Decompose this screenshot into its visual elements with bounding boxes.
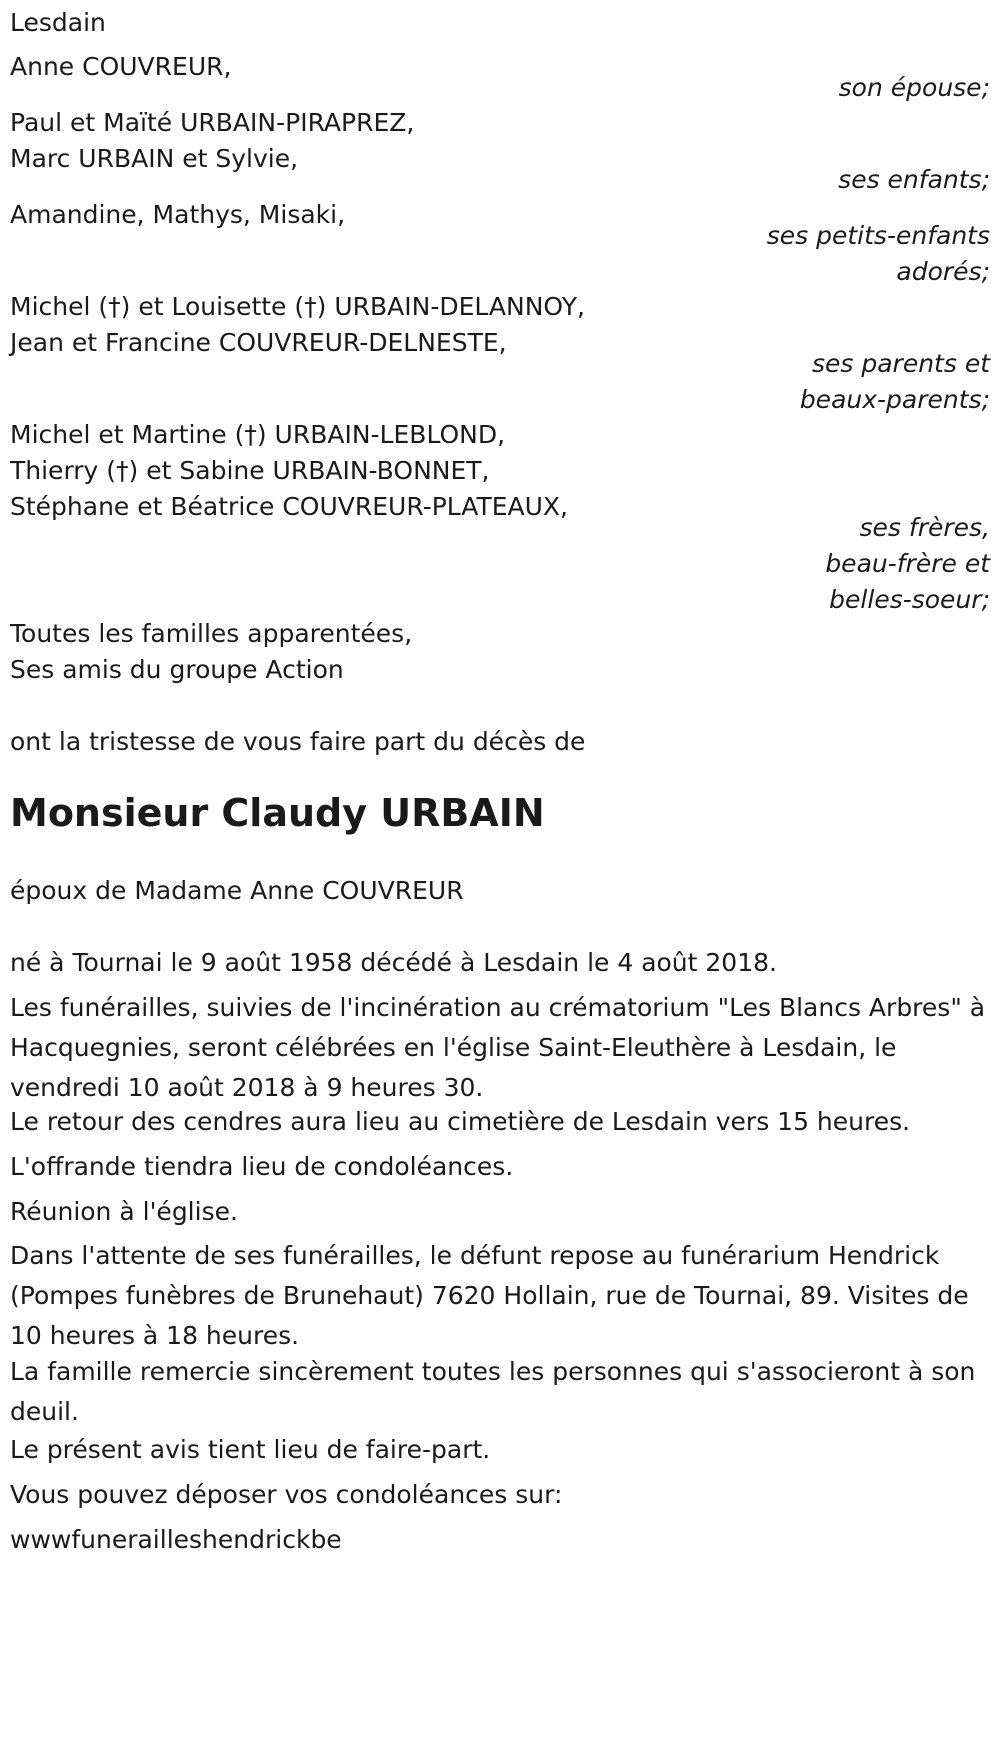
notice-text: Le présent avis tient lieu de faire-part. [10, 1435, 491, 1464]
offering-text: L'offrande tiendra lieu de condoléances. [10, 1152, 514, 1181]
deceased-name: Monsieur Claudy URBAIN [10, 791, 545, 835]
family-role: ses frères, [859, 513, 990, 542]
condolences-website[interactable]: wwwfunerailleshendrickbe [10, 1525, 342, 1554]
family-role: beau-frère et [825, 549, 990, 578]
family-name-line: Jean et Francine COUVREUR-DELNESTE, [10, 328, 507, 357]
birth-death-text: né à Tournai le 9 août 1958 décédé à Lesdain le 4 août 2018. [10, 948, 777, 977]
family-role: ses petits-enfants [766, 221, 990, 250]
family-name-line: Amandine, Mathys, Misaki, [10, 200, 346, 229]
family-name-line: Marc URBAIN et Sylvie, [10, 144, 299, 173]
condolences-text: Vous pouvez déposer vos condoléances sur: [10, 1480, 563, 1509]
funerarium-text: Dans l'attente de ses funérailles, le défunt repose au funérarium Hendrick (Pompes funèbres de Brunehaut) 7620 Hollain, rue de Tournai, 89. Visites de 10 heures à 18 heures. [10, 1241, 969, 1350]
family-role: beaux-parents; [799, 385, 990, 414]
family-role: son épouse; [838, 73, 990, 102]
spouse-line: époux de Madame Anne COUVREUR [10, 876, 464, 905]
family-name-line: Paul et Maïté URBAIN-PIRAPREZ, [10, 108, 415, 137]
ashes-return-text: Le retour des cendres aura lieu au cimetière de Lesdain vers 15 heures. [10, 1107, 911, 1136]
funeral-details: Les funérailles, suivies de l'incinération au crématorium "Les Blancs Arbres" à Hacquegnies, seront célébrées en l'église Saint-Eleuthère à Lesdain, le vendredi 10 août 2018 à 9 heures 30. [10, 993, 986, 1102]
announcement-text: ont la tristesse de vous faire part du décès de [10, 727, 586, 756]
thanks-text: La famille remercie sincèrement toutes les personnes qui s'associeront à son deuil. [10, 1357, 976, 1426]
family-role: ses enfants; [838, 165, 990, 194]
family-name-line: Anne COUVREUR, [10, 52, 232, 81]
family-name-line: Stéphane et Béatrice COUVREUR-PLATEAUX, [10, 492, 568, 521]
family-name-line: Thierry (†) et Sabine URBAIN-BONNET, [10, 456, 490, 485]
family-role: belles-soeur; [829, 585, 990, 614]
others-line: Ses amis du groupe Action [10, 655, 344, 684]
meeting-text: Réunion à l'église. [10, 1197, 238, 1226]
family-role: ses parents et [811, 349, 990, 378]
place-name: Lesdain [10, 8, 106, 37]
family-name-line: Michel et Martine (†) URBAIN-LEBLOND, [10, 420, 506, 449]
family-role: adorés; [896, 257, 990, 286]
family-name-line: Michel (†) et Louisette (†) URBAIN-DELANNOY, [10, 292, 585, 321]
others-line: Toutes les familles apparentées, [10, 619, 413, 648]
